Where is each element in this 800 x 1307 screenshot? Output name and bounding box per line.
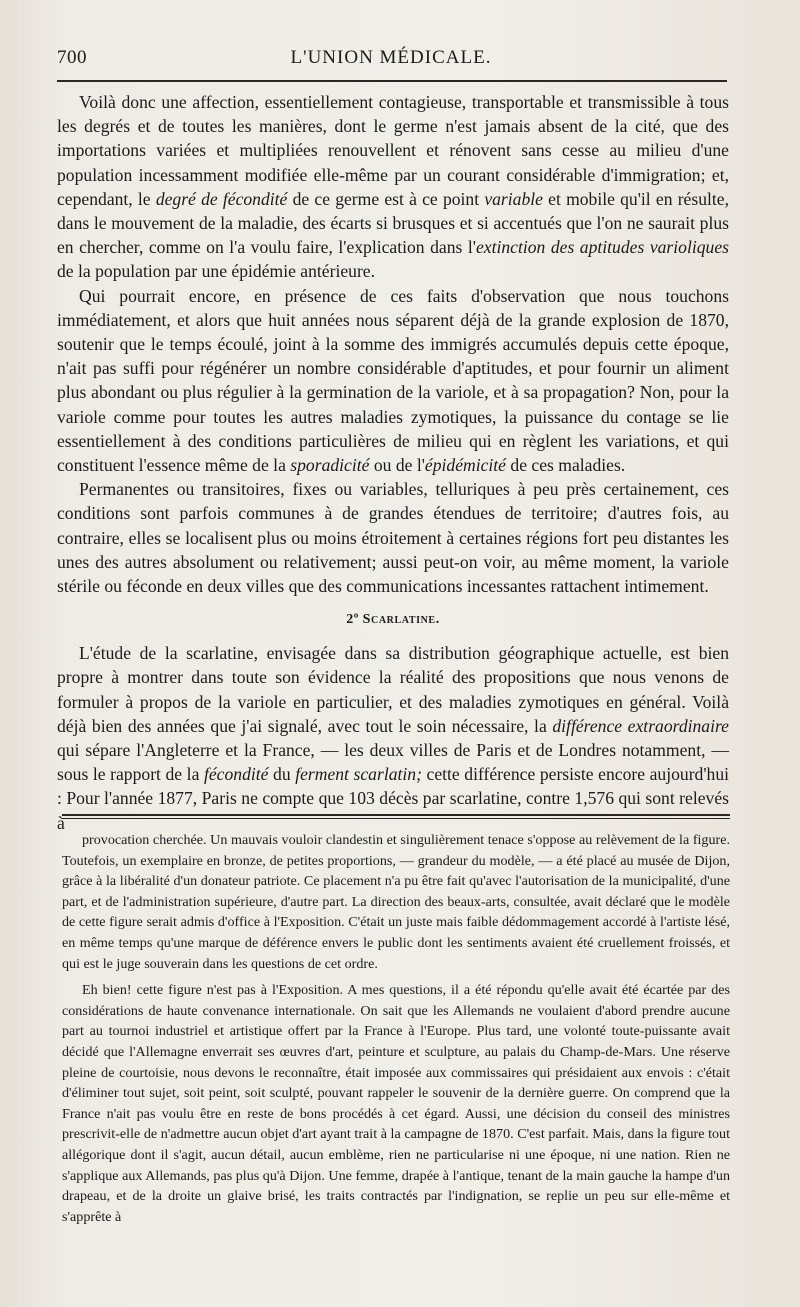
text-run: cette différence persiste encore aujourd'hui : Pour l'année 1877, Paris ne compte que 103 décès par scarlatine, contre 1,576 qui sont relevés à (57, 764, 729, 833)
paragraph: Permanentes ou transitoires, fixes ou variables, telluriques à peu près certainement, ces conditions sont parfois communes à de grandes étendues de territoire; d'autres fois, au contraire, elles se localisent plus ou moins étroitement à certaines régions fort peu distantes les unes des autres absolument ou relativement; aussi peut-on voir, au même moment, la variole stérile ou féconde en deux villes que des communications incessantes rattachent intimement. (57, 479, 729, 597)
text-run: et mobile qu'il en résulte, dans le mouvement de la maladie, des écarts si brusques et si accentués que l'on ne saurait plus en chercher, comme on l'a voulu faire, l'explication dans l' (57, 188, 729, 258)
header-rule (57, 80, 727, 82)
italic-run: ferment scarlatin; (295, 764, 422, 785)
section-number: 2º (346, 612, 360, 628)
italic-run: sporadicité (290, 455, 370, 476)
text-run: L'étude de la scarlatine, envisagée dans sa distribution géographique actuelle, est bien propre à montrer dans toute son évidence la réalité des propositions que nous venons de formuler à propos de la variole en particulier, et des maladies zymotiques en général. Voilà déjà bien des années que j'ai signalé, avec tout le soin nécessaire, la (57, 643, 729, 736)
section-heading (57, 598, 729, 641)
text-run: ou de l' (369, 455, 425, 476)
italic-run: degré de fécondité (155, 188, 288, 209)
footnote (62, 830, 730, 1227)
paragraph (57, 641, 729, 835)
main-text (57, 90, 729, 835)
italic-run: épidémicité (424, 455, 506, 476)
page-number: 700 (57, 47, 87, 68)
text-run: de la population par une épidémie antérieure. (57, 261, 376, 282)
running-head: L'UNION MÉDICALE. (290, 47, 492, 68)
text-run: du (268, 764, 296, 785)
section-title: Scarlatine. (362, 612, 440, 628)
italic-run: variable (484, 188, 543, 209)
text-run: Voilà donc une affection, essentiellement contagieuse, transportable et transmissible à tous les degrés et de toutes les manières, dont le germe n'est jamais absent de la cité, que des importations variées et multipliées renouvellent et rénovent sans cesse au milieu d'une population incessamment modifiée elle-même par un courant considérable d'immigration; et, cependant, le (57, 92, 729, 209)
footnote-paragraph: provocation cherchée. Un mauvais vouloir clandestin et singulièrement tenace s'oppose au relèvement de la figure. Toutefois, un exemplaire en bronze, de petites proportions, — grandeur du modèle, — a été placé au musée de Dijon, grâce à la libéralité d'un donateur patriote. Ce placement n'a pu être fait qu'avec l'autorisation de la municipalité, d'une part, et de l'administration supérieure, d'autre part. La direction des beaux-arts, consultée, avait déclaré que le modèle de cette figure serait admis d'office à l'Exposition. C'était un juste mais faible dédommagement accordé à l'artiste lésé, en même temps qu'une marque de déférence envers le public dont les sentiments avaient été cruellement froissés, et qui est le juge souverain dans les questions de cet ordre. (62, 832, 730, 972)
text-run: de ce germe est à ce point (287, 188, 485, 209)
italic-run: extinction des aptitudes varioliques (475, 237, 729, 258)
page-header (57, 47, 725, 73)
italic-run: fécondité (203, 764, 269, 785)
footnote-separator (62, 814, 730, 819)
text-run: Qui pourrait encore, en présence de ces faits d'observation que nous touchons immédiatement, et alors que huit années nous séparent déjà de la grande explosion de 1870, soutenir que le temps écoulé, joint à la somme des immigrés accumulés depuis cette époque, n'ait pas suffi pour régénérer un nombre considérable d'aptitudes, et pour fournir un aliment plus abondant ou plus régulier à la germination de la variole, et à sa propagation? Non, pour la variole comme pour toutes les autres maladies zymotiques, la puissance du contage se lie essentiellement à des conditions particulières de milieu qui en règlent les variations, et qui constituent l'essence même de la (57, 285, 729, 476)
italic-run: différence extraordinaire (552, 715, 729, 736)
paragraph (57, 90, 729, 284)
footnote-paragraph: Eh bien! cette figure n'est pas à l'Exposition. A mes questions, il a été répondu qu'elle avait été écartée par des considérations de haute convenance internationale. On sait que les Allemands ne voulaient d'abord prendre aucune part au tournoi industriel et artistique offert par la France à l'Europe. Plus tard, une volonté toute-puissante avait décidé que l'Allemagne enverrait ses œuvres d'art, peinture et sculpture, au palais du Champ-de-Mars. Une réserve pleine de courtoisie, nous devons le reconnaître, était imposée aux commissaires qui présidaient aux envois : c'était d'éliminer tout sujet, soit peint, soit sculpté, pouvant rappeler le souvenir de la dernière guerre. On comprend que la France n'ait pas voulu être en reste de bons procédés à cet égard. Aussi, une décision du conseil des ministres prescrivit-elle de n'admettre aucun objet d'art ayant trait à la campagne de 1870. C'est parfait. Mais, dans la figure tout allégorique dont il s'agit, aucun détail, aucun emblème, rien ne particularise ni une époque, ni une nation. Rien ne s'applique aux Allemands, pas plus qu'à Dijon. Une femme, drapée à l'antique, tenant de la main gauche la hampe d'un drapeau, et de la droite un glaive brisé, les traits contractés par l'indignation, se replie un peu sur elle-même et s'apprête à (62, 982, 730, 1225)
text-run: qui sépare l'Angleterre et la France, — les deux villes de Paris et de Londres notamment, — sous le rapport de la (57, 740, 729, 785)
text-run: de ces maladies. (506, 455, 626, 476)
paragraph (57, 284, 729, 478)
